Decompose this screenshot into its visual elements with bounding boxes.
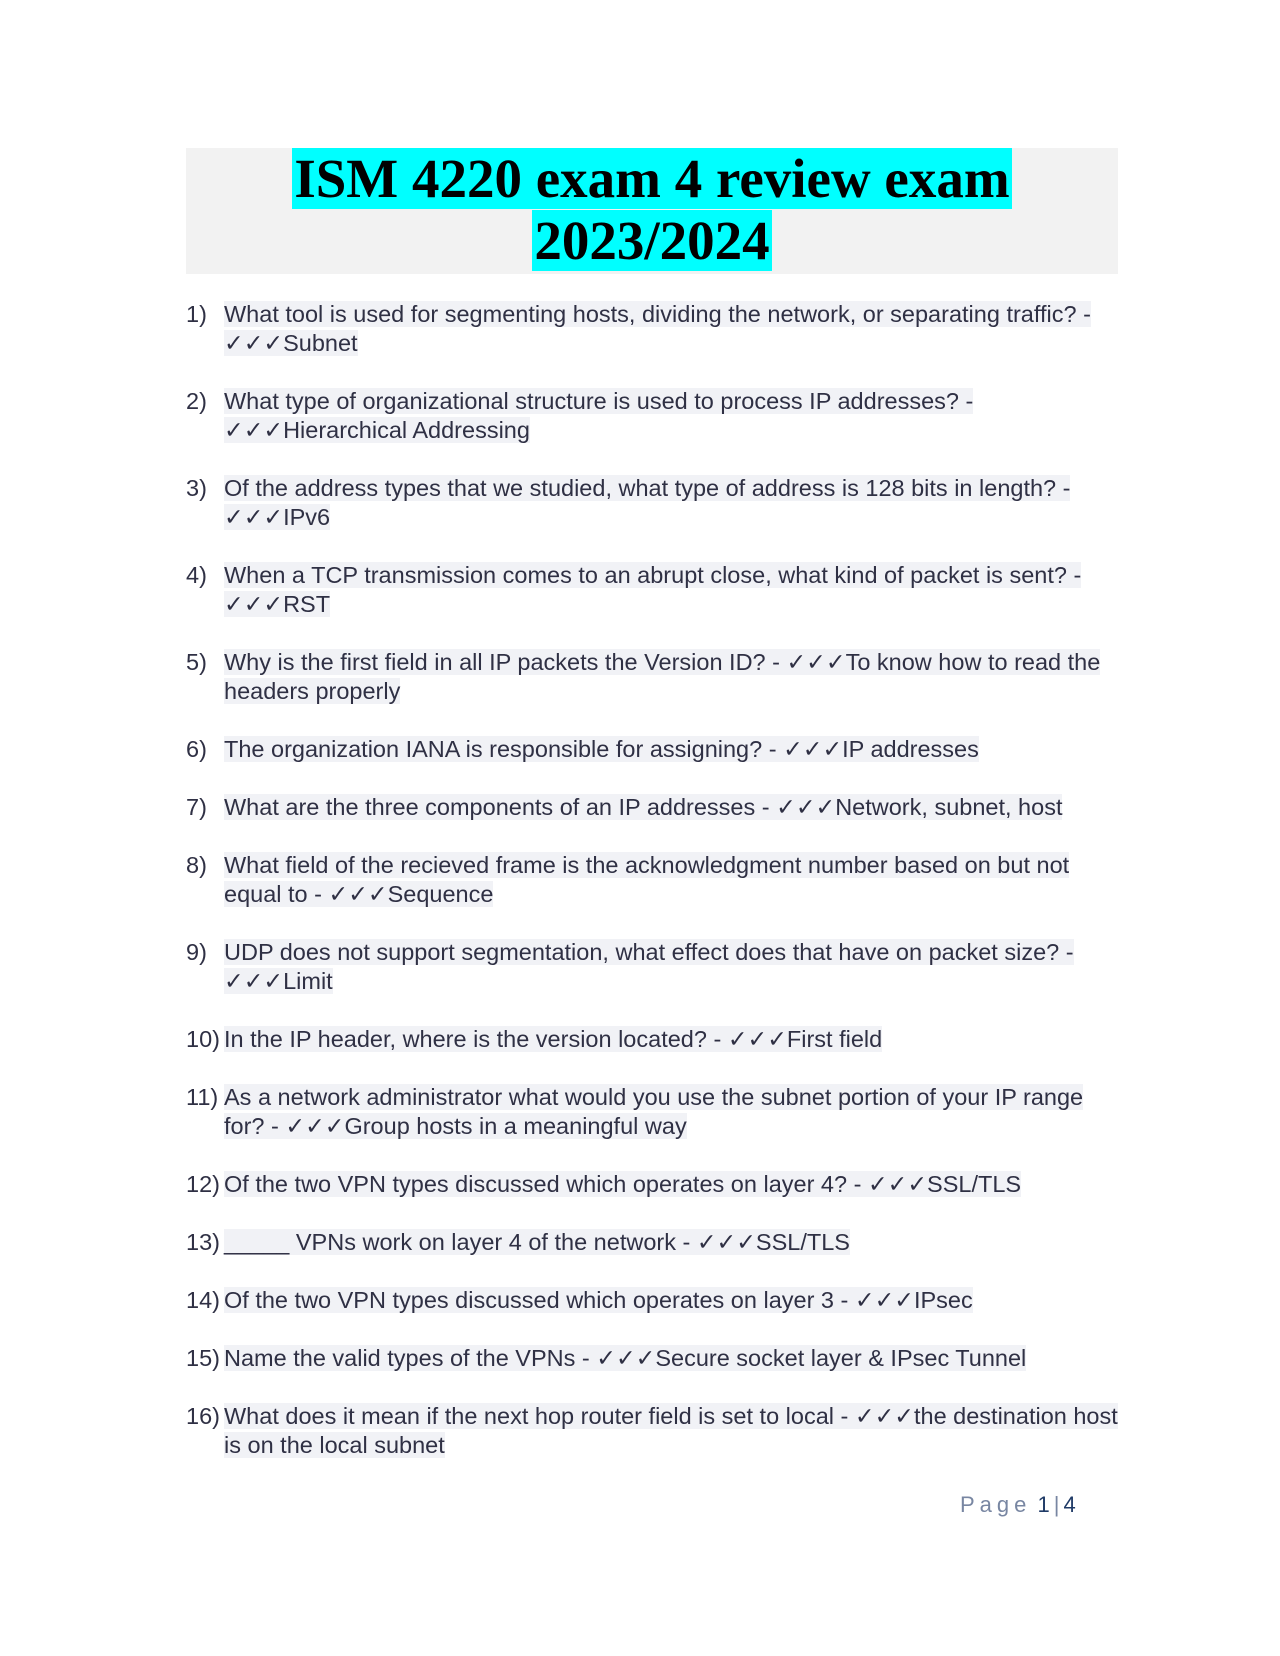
question-text: UDP does not support segmentation, what effect does that have on packet size? - ✓✓✓Limit bbox=[224, 939, 1074, 994]
question-text: What field of the recieved frame is the acknowledgment number based on but not equal to - ✓✓✓Sequence bbox=[224, 852, 1070, 907]
question-number: 14) bbox=[186, 1287, 220, 1313]
question-text: Name the valid types of the VPNs - ✓✓✓Secure socket layer & IPsec Tunnel bbox=[224, 1345, 1027, 1371]
question-number: 11) bbox=[186, 1084, 219, 1110]
page-total: 4 bbox=[1063, 1492, 1076, 1517]
question-text: Of the two VPN types discussed which operates on layer 3 - ✓✓✓IPsec bbox=[224, 1287, 973, 1313]
question-number: 10) bbox=[186, 1026, 220, 1052]
title-text-2: 2023/2024 bbox=[534, 210, 770, 271]
question-text: Of the two VPN types discussed which operates on layer 4? - ✓✓✓SSL/TLS bbox=[224, 1171, 1022, 1197]
question-text: What are the three components of an IP addresses - ✓✓✓Network, subnet, host bbox=[224, 794, 1063, 820]
question-number: 1) bbox=[186, 301, 207, 327]
question-list bbox=[186, 300, 1118, 1489]
question-number: 7) bbox=[186, 794, 207, 820]
list-item bbox=[186, 474, 1118, 532]
title-line-1 bbox=[186, 148, 1118, 210]
list-item bbox=[186, 1025, 1118, 1054]
list-item bbox=[186, 1228, 1118, 1257]
page-footer bbox=[960, 1492, 1076, 1518]
title-text-1: ISM 4220 exam 4 review exam bbox=[294, 148, 1010, 209]
question-text: _____ VPNs work on layer 4 of the network - ✓✓✓SSL/TLS bbox=[224, 1229, 850, 1255]
list-item bbox=[186, 793, 1118, 822]
question-number: 13) bbox=[186, 1229, 220, 1255]
list-item bbox=[186, 648, 1118, 706]
list-item bbox=[186, 851, 1118, 909]
question-text: In the IP header, where is the version located? - ✓✓✓First field bbox=[224, 1026, 883, 1052]
question-text: What type of organizational structure is used to process IP addresses? - ✓✓✓Hierarchical Addressing bbox=[224, 388, 974, 443]
question-number: 16) bbox=[186, 1403, 220, 1429]
question-number: 6) bbox=[186, 736, 207, 762]
question-text: As a network administrator what would you use the subnet portion of your IP range for? - ✓✓✓Group hosts in a meaningful way bbox=[224, 1084, 1084, 1139]
page-number: 1 bbox=[1037, 1492, 1050, 1517]
list-item bbox=[186, 1344, 1118, 1373]
question-text: Of the address types that we studied, what type of address is 128 bits in length? - ✓✓✓IPv6 bbox=[224, 475, 1071, 530]
list-item bbox=[186, 938, 1118, 996]
question-text: Why is the first field in all IP packets the Version ID? - ✓✓✓To know how to read the headers properly bbox=[224, 649, 1101, 704]
list-item bbox=[186, 300, 1118, 358]
list-item bbox=[186, 387, 1118, 445]
title-line-2 bbox=[186, 210, 1118, 272]
question-number: 4) bbox=[186, 562, 207, 588]
list-item bbox=[186, 1286, 1118, 1315]
list-item bbox=[186, 735, 1118, 764]
page-separator: | bbox=[1053, 1492, 1060, 1517]
question-number: 5) bbox=[186, 649, 207, 675]
list-item bbox=[186, 561, 1118, 619]
question-number: 2) bbox=[186, 388, 207, 414]
question-text: When a TCP transmission comes to an abrupt close, what kind of packet is sent? - ✓✓✓RST bbox=[224, 562, 1082, 617]
question-text: The organization IANA is responsible for assigning? - ✓✓✓IP addresses bbox=[224, 736, 979, 762]
list-item bbox=[186, 1083, 1118, 1141]
list-item bbox=[186, 1170, 1118, 1199]
question-number: 12) bbox=[186, 1171, 220, 1197]
question-number: 9) bbox=[186, 939, 207, 965]
question-text: What tool is used for segmenting hosts, dividing the network, or separating traffic? - ✓✓✓Subnet bbox=[224, 301, 1091, 356]
question-text: What does it mean if the next hop router field is set to local - ✓✓✓the destination host is on the local subnet bbox=[224, 1403, 1118, 1458]
title-banner bbox=[186, 148, 1118, 274]
page-label: Page bbox=[960, 1492, 1032, 1517]
question-number: 8) bbox=[186, 852, 207, 878]
question-number: 15) bbox=[186, 1345, 220, 1371]
question-number: 3) bbox=[186, 475, 207, 501]
list-item bbox=[186, 1402, 1118, 1460]
